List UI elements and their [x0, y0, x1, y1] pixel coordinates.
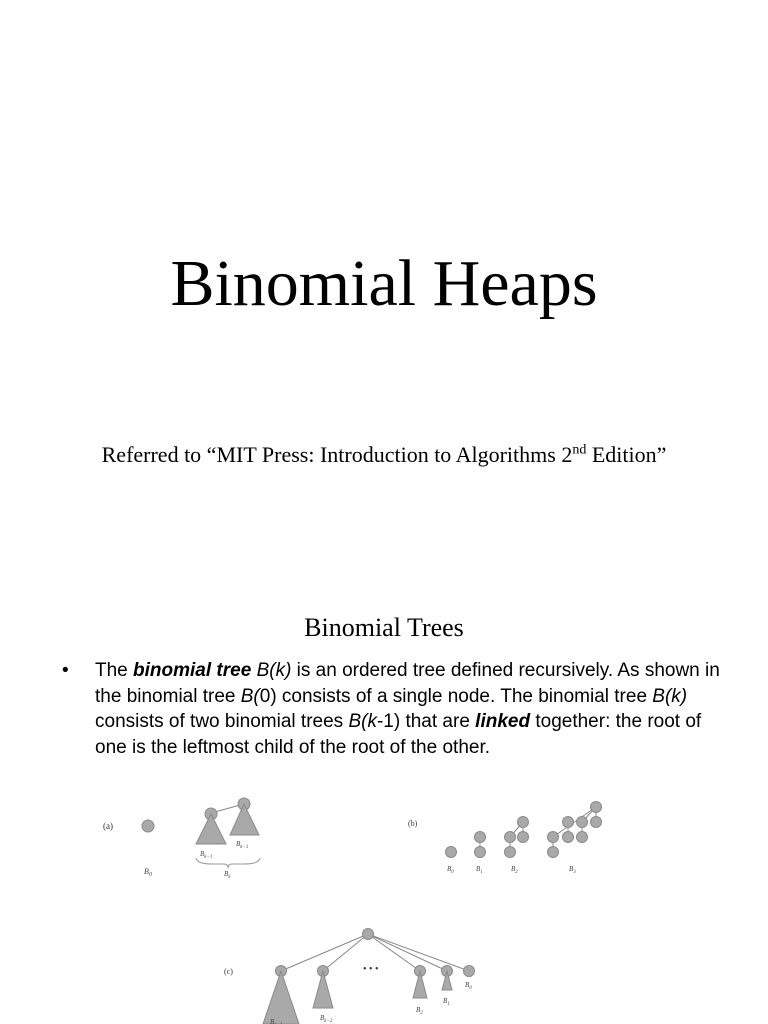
- tree-edge: [368, 934, 447, 971]
- label-a-bk1-left: $B_{k-1}$: [200, 850, 213, 860]
- tree-edge: [323, 934, 368, 971]
- reference-prefix: Referred to “MIT Press: Introduction to Algorithms 2: [101, 442, 573, 467]
- label-c-bk2: $B_{k-2}$: [320, 1014, 333, 1024]
- term-binomial-tree: binomial tree: [133, 660, 252, 681]
- math-bk-minus-1: B(k: [348, 711, 377, 732]
- node-b3: [577, 817, 588, 828]
- label-b-b3: $B_3$: [569, 865, 576, 875]
- text-run: consists of two binomial trees: [95, 711, 349, 732]
- label-c-bk1: B: [270, 1018, 275, 1024]
- node-b0: [142, 820, 154, 832]
- node-b3: [563, 817, 574, 828]
- text-run: is an ordered tree defined recursively. As shown in the binomial tree: [95, 660, 720, 707]
- node-child: [464, 966, 475, 977]
- label-a: (a): [103, 821, 113, 831]
- reference-line: [0, 438, 768, 472]
- node-b3: [548, 847, 559, 858]
- label-c-b1: $B_1$: [443, 997, 450, 1007]
- node-root: [363, 929, 374, 940]
- label-c-b0: $B_0$: [465, 981, 472, 991]
- bullet-marker: •: [62, 660, 69, 681]
- node-b2: [518, 832, 529, 843]
- math-bk: B(k): [652, 685, 688, 707]
- label-c-b2: $B_2$: [416, 1006, 423, 1016]
- reference-suffix: Edition”: [586, 442, 667, 467]
- text-run: -1) that are: [376, 711, 476, 732]
- subtree-triangle: [196, 814, 226, 844]
- node-b2: [518, 817, 529, 828]
- node-b1: [475, 847, 486, 858]
- figure-part-b: [408, 802, 602, 876]
- label-a-b0: $B_0$: [144, 867, 152, 878]
- subtree-triangle: [263, 971, 299, 1024]
- node-b1: [475, 832, 486, 843]
- bullet-paragraph: [62, 658, 722, 760]
- label-b-b1: $B_1$: [476, 865, 483, 875]
- node-b3: [548, 832, 559, 843]
- label-b: (b): [408, 819, 418, 828]
- math-b: B(: [240, 685, 260, 707]
- reference-superscript: nd: [572, 442, 587, 458]
- text-run: 0) consists of a single node. The binomial tree: [259, 685, 653, 707]
- label-a-bk: $B_k$: [224, 870, 231, 880]
- section-title: Binomial Trees: [304, 613, 464, 642]
- subtree-triangle: [230, 804, 259, 835]
- figure-part-c: [224, 929, 475, 1024]
- label-b-b0: $B_0$: [447, 865, 454, 875]
- subtree-triangle: [413, 971, 427, 998]
- subtree-triangle: [313, 971, 333, 1008]
- ellipsis: • • •: [363, 964, 379, 975]
- node-b2: [505, 847, 516, 858]
- binomial-tree-figure: [0, 790, 768, 1024]
- label-c: (c): [224, 967, 233, 976]
- node-b3: [563, 832, 574, 843]
- node-b0: [446, 847, 457, 858]
- label-a-bk1-right: $B_{k-1}$: [236, 840, 249, 850]
- tree-edge: [553, 807, 596, 837]
- node-b3: [591, 802, 602, 813]
- figure-part-a: [103, 798, 260, 880]
- node-b3: [591, 817, 602, 828]
- node-b2: [505, 832, 516, 843]
- text-run: together: the root of one is the leftmost child of the root of the other.: [95, 711, 702, 758]
- term-linked: linked: [475, 711, 531, 732]
- slide-title: Binomial Heaps: [170, 247, 598, 320]
- text-run: The: [95, 660, 134, 681]
- node-b3: [577, 832, 588, 843]
- math-bk: B(k): [256, 660, 292, 681]
- label-b-b2: $B_2$: [511, 865, 518, 875]
